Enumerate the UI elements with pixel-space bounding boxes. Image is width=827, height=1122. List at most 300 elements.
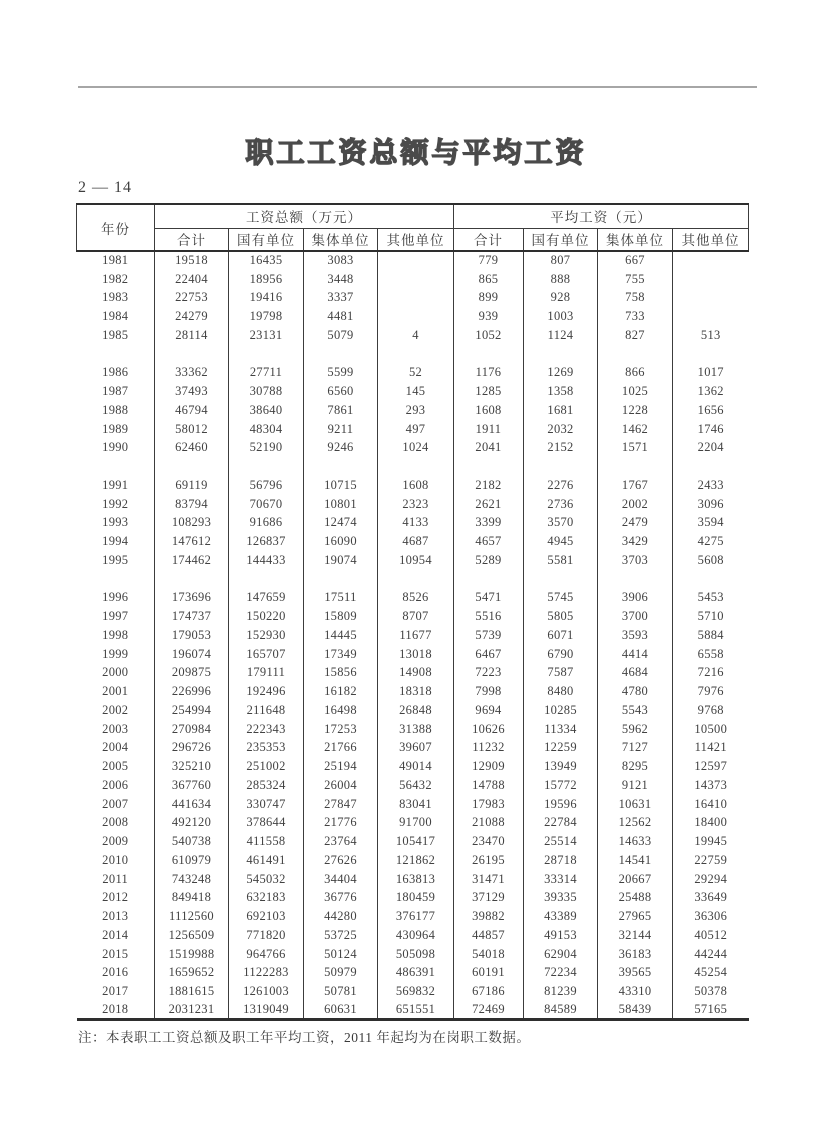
value-cell: 325210 [155, 757, 229, 776]
value-cell: 1024 [378, 439, 454, 458]
value-cell: 17983 [454, 795, 524, 814]
value-cell: 11334 [524, 720, 598, 739]
value-cell: 4275 [673, 532, 749, 551]
value-cell: 8480 [524, 682, 598, 701]
value-cell: 26004 [304, 776, 378, 795]
value-cell: 3593 [598, 626, 673, 645]
value-cell: 145 [378, 382, 454, 401]
value-cell: 14541 [598, 851, 673, 870]
value-cell: 33362 [155, 364, 229, 383]
value-cell: 5581 [524, 551, 598, 570]
value-cell: 37493 [155, 382, 229, 401]
value-cell: 632183 [229, 889, 304, 908]
value-cell: 3703 [598, 551, 673, 570]
value-cell: 83794 [155, 495, 229, 514]
value-cell: 31388 [378, 720, 454, 739]
value-cell: 50781 [304, 982, 378, 1001]
value-cell [673, 307, 749, 326]
value-cell: 27965 [598, 907, 673, 926]
value-cell: 40512 [673, 926, 749, 945]
value-cell: 43310 [598, 982, 673, 1001]
value-cell: 1052 [454, 326, 524, 345]
year-cell: 1989 [102, 421, 129, 436]
value-cell: 5745 [524, 589, 598, 608]
value-cell: 25488 [598, 889, 673, 908]
value-cell: 928 [524, 289, 598, 308]
value-cell: 1285 [454, 382, 524, 401]
value-cell: 569832 [378, 982, 454, 1001]
value-cell [304, 345, 378, 364]
value-cell: 28114 [155, 326, 229, 345]
table-row [77, 945, 749, 964]
value-cell: 1112560 [155, 907, 229, 926]
value-cell [304, 570, 378, 589]
value-cell: 25194 [304, 757, 378, 776]
value-cell: 10801 [304, 495, 378, 514]
value-cell: 486391 [378, 964, 454, 983]
value-cell [378, 251, 454, 270]
value-cell [378, 457, 454, 476]
value-cell [155, 570, 229, 589]
value-cell: 15772 [524, 776, 598, 795]
value-cell [673, 345, 749, 364]
value-cell [229, 345, 304, 364]
value-cell: 39565 [598, 964, 673, 983]
value-cell: 6558 [673, 645, 749, 664]
value-cell: 49153 [524, 926, 598, 945]
page-title: 职工工资总额与平均工资 [245, 138, 587, 169]
value-cell: 81239 [524, 982, 598, 1001]
value-cell: 1881615 [155, 982, 229, 1001]
value-cell [378, 289, 454, 308]
value-cell: 1656 [673, 401, 749, 420]
value-cell: 18400 [673, 814, 749, 833]
value-cell: 254994 [155, 701, 229, 720]
value-cell: 39335 [524, 889, 598, 908]
table-row [77, 476, 749, 495]
value-cell: 376177 [378, 907, 454, 926]
value-cell: 16410 [673, 795, 749, 814]
value-cell: 13949 [524, 757, 598, 776]
value-cell: 226996 [155, 682, 229, 701]
value-cell: 1256509 [155, 926, 229, 945]
value-cell [673, 289, 749, 308]
year-cell: 2012 [102, 890, 129, 905]
value-cell: 5516 [454, 607, 524, 626]
year-cell: 1983 [102, 290, 129, 305]
table-row [77, 964, 749, 983]
year-cell: 1981 [102, 253, 129, 268]
year-cell [77, 345, 155, 364]
value-cell: 330747 [229, 795, 304, 814]
value-cell: 2433 [673, 476, 749, 495]
value-cell: 505098 [378, 945, 454, 964]
value-cell: 270984 [155, 720, 229, 739]
year-cell: 2004 [102, 740, 129, 755]
value-cell: 9211 [304, 420, 378, 439]
value-cell [378, 307, 454, 326]
table-row [77, 851, 749, 870]
value-cell: 19416 [229, 289, 304, 308]
year-cell: 2000 [102, 665, 129, 680]
value-cell: 15856 [304, 664, 378, 683]
value-cell: 964766 [229, 945, 304, 964]
value-cell: 3700 [598, 607, 673, 626]
value-cell: 2182 [454, 476, 524, 495]
value-cell: 497 [378, 420, 454, 439]
value-cell: 222343 [229, 720, 304, 739]
value-cell: 2152 [524, 439, 598, 458]
value-cell: 12259 [524, 739, 598, 758]
value-cell: 807 [524, 251, 598, 270]
value-cell: 29294 [673, 870, 749, 889]
value-cell: 14373 [673, 776, 749, 795]
value-cell: 10285 [524, 701, 598, 720]
table-row [77, 907, 749, 926]
value-cell: 9768 [673, 701, 749, 720]
value-cell: 126837 [229, 532, 304, 551]
value-cell: 2479 [598, 514, 673, 533]
value-cell: 7587 [524, 664, 598, 683]
value-cell: 10954 [378, 551, 454, 570]
value-cell: 33649 [673, 889, 749, 908]
value-cell: 67186 [454, 982, 524, 1001]
value-cell: 492120 [155, 814, 229, 833]
value-cell: 610979 [155, 851, 229, 870]
table-row [77, 326, 749, 345]
value-cell: 1003 [524, 307, 598, 326]
value-cell: 108293 [155, 514, 229, 533]
value-cell: 5884 [673, 626, 749, 645]
value-cell: 17253 [304, 720, 378, 739]
year-cell: 1995 [102, 552, 129, 567]
table-row [77, 776, 749, 795]
value-cell: 27847 [304, 795, 378, 814]
value-cell: 39607 [378, 739, 454, 758]
value-cell: 235353 [229, 739, 304, 758]
value-cell: 667 [598, 251, 673, 270]
value-cell: 293 [378, 401, 454, 420]
value-cell: 513 [673, 326, 749, 345]
value-cell: 545032 [229, 870, 304, 889]
table-row [77, 832, 749, 851]
value-cell: 50979 [304, 964, 378, 983]
average-wage-collective-header: 集体单位 [598, 228, 673, 251]
page-top-rule [78, 86, 757, 88]
table-row [77, 889, 749, 908]
value-cell: 32144 [598, 926, 673, 945]
value-cell: 430964 [378, 926, 454, 945]
year-cell: 2013 [102, 909, 129, 924]
value-cell: 211648 [229, 701, 304, 720]
value-cell: 23764 [304, 832, 378, 851]
value-cell: 3448 [304, 270, 378, 289]
value-cell: 3337 [304, 289, 378, 308]
value-cell: 22404 [155, 270, 229, 289]
table-row [77, 589, 749, 608]
value-cell: 17511 [304, 589, 378, 608]
value-cell: 733 [598, 307, 673, 326]
value-cell: 3096 [673, 495, 749, 514]
value-cell: 1122283 [229, 964, 304, 983]
value-cell: 58439 [598, 1001, 673, 1020]
value-cell: 91700 [378, 814, 454, 833]
value-cell: 2002 [598, 495, 673, 514]
table-row [77, 270, 749, 289]
value-cell: 7861 [304, 401, 378, 420]
table-row [77, 382, 749, 401]
value-cell: 7998 [454, 682, 524, 701]
table-row [77, 439, 749, 458]
year-cell: 1990 [102, 440, 129, 455]
value-cell: 285324 [229, 776, 304, 795]
table-header [77, 204, 749, 251]
year-cell: 2017 [102, 984, 129, 999]
value-cell: 16182 [304, 682, 378, 701]
sub-header-row [77, 228, 749, 251]
value-cell [155, 345, 229, 364]
table-body [77, 251, 749, 1020]
value-cell: 50124 [304, 945, 378, 964]
year-cell: 2009 [102, 834, 129, 849]
average-wage-group-header: 平均工资（元） [454, 204, 749, 228]
table-row [77, 926, 749, 945]
year-cell: 2002 [102, 702, 129, 717]
value-cell: 6560 [304, 382, 378, 401]
value-cell: 866 [598, 364, 673, 383]
value-cell: 1017 [673, 364, 749, 383]
value-cell: 173696 [155, 589, 229, 608]
value-cell: 23131 [229, 326, 304, 345]
value-cell: 27711 [229, 364, 304, 383]
value-cell: 2032 [524, 420, 598, 439]
table-row [77, 870, 749, 889]
value-cell: 1681 [524, 401, 598, 420]
total-wages-state-owned-header: 国有单位 [229, 228, 304, 251]
year-cell: 1984 [102, 309, 129, 324]
value-cell: 6790 [524, 645, 598, 664]
value-cell: 174737 [155, 607, 229, 626]
value-cell: 1767 [598, 476, 673, 495]
value-cell: 150220 [229, 607, 304, 626]
value-cell: 411558 [229, 832, 304, 851]
value-cell: 5453 [673, 589, 749, 608]
value-cell: 38640 [229, 401, 304, 420]
table-row [77, 495, 749, 514]
wage-statistics-table [76, 203, 749, 1021]
value-cell: 83041 [378, 795, 454, 814]
value-cell: 827 [598, 326, 673, 345]
value-cell: 152930 [229, 626, 304, 645]
value-cell: 179111 [229, 664, 304, 683]
value-cell: 3399 [454, 514, 524, 533]
year-cell [77, 570, 155, 589]
value-cell: 192496 [229, 682, 304, 701]
value-cell: 11232 [454, 739, 524, 758]
value-cell: 251002 [229, 757, 304, 776]
value-cell: 3429 [598, 532, 673, 551]
year-cell [77, 457, 155, 476]
value-cell: 1269 [524, 364, 598, 383]
value-cell [524, 345, 598, 364]
value-cell: 378644 [229, 814, 304, 833]
value-cell: 25514 [524, 832, 598, 851]
value-cell: 1911 [454, 420, 524, 439]
value-cell: 14788 [454, 776, 524, 795]
value-cell: 5962 [598, 720, 673, 739]
total-wages-total-header: 合计 [155, 228, 229, 251]
year-cell: 1982 [102, 271, 129, 286]
value-cell: 12909 [454, 757, 524, 776]
year-cell: 2014 [102, 927, 129, 942]
table-row [77, 682, 749, 701]
year-cell: 1994 [102, 534, 129, 549]
value-cell [229, 570, 304, 589]
value-cell [673, 457, 749, 476]
value-cell: 21088 [454, 814, 524, 833]
value-cell: 28718 [524, 851, 598, 870]
year-cell: 1986 [102, 365, 129, 380]
value-cell: 2276 [524, 476, 598, 495]
value-cell: 1362 [673, 382, 749, 401]
value-cell: 4945 [524, 532, 598, 551]
value-cell: 11677 [378, 626, 454, 645]
value-cell [673, 270, 749, 289]
value-cell: 62460 [155, 439, 229, 458]
year-cell: 2003 [102, 721, 129, 736]
value-cell [155, 457, 229, 476]
value-cell: 9121 [598, 776, 673, 795]
average-wage-total-header: 合计 [454, 228, 524, 251]
value-cell: 6467 [454, 645, 524, 664]
value-cell: 3594 [673, 514, 749, 533]
table-row [77, 401, 749, 420]
year-cell: 1993 [102, 515, 129, 530]
value-cell [454, 570, 524, 589]
value-cell [378, 270, 454, 289]
spacer-row [77, 457, 749, 476]
value-cell: 52190 [229, 439, 304, 458]
value-cell: 43389 [524, 907, 598, 926]
table-row [77, 739, 749, 758]
value-cell: 5805 [524, 607, 598, 626]
value-cell: 72234 [524, 964, 598, 983]
value-cell: 692103 [229, 907, 304, 926]
value-cell: 8295 [598, 757, 673, 776]
value-cell: 888 [524, 270, 598, 289]
value-cell: 22784 [524, 814, 598, 833]
value-cell: 13018 [378, 645, 454, 664]
value-cell: 70670 [229, 495, 304, 514]
value-cell: 18956 [229, 270, 304, 289]
value-cell: 62904 [524, 945, 598, 964]
value-cell: 44280 [304, 907, 378, 926]
year-cell: 1988 [102, 402, 129, 417]
value-cell: 19074 [304, 551, 378, 570]
year-column-header: 年份 [77, 204, 155, 251]
value-cell: 36776 [304, 889, 378, 908]
table-row [77, 289, 749, 308]
table-row [77, 532, 749, 551]
table-row [77, 626, 749, 645]
table-row [77, 795, 749, 814]
value-cell: 14908 [378, 664, 454, 683]
table-row [77, 364, 749, 383]
year-cell: 1996 [102, 590, 129, 605]
value-cell: 10626 [454, 720, 524, 739]
year-cell: 2011 [102, 871, 129, 886]
value-cell [673, 251, 749, 270]
value-cell: 2041 [454, 439, 524, 458]
value-cell: 84589 [524, 1001, 598, 1020]
value-cell: 72469 [454, 1001, 524, 1020]
value-cell: 9694 [454, 701, 524, 720]
average-wage-state-owned-header: 国有单位 [524, 228, 598, 251]
year-cell: 1987 [102, 384, 129, 399]
value-cell: 21776 [304, 814, 378, 833]
year-cell: 2005 [102, 759, 129, 774]
value-cell: 44244 [673, 945, 749, 964]
table-row [77, 701, 749, 720]
value-cell: 1228 [598, 401, 673, 420]
value-cell: 1358 [524, 382, 598, 401]
table-row [77, 720, 749, 739]
year-cell: 1991 [102, 477, 129, 492]
table-row [77, 551, 749, 570]
value-cell: 17349 [304, 645, 378, 664]
value-cell: 5608 [673, 551, 749, 570]
value-cell: 651551 [378, 1001, 454, 1020]
value-cell: 12474 [304, 514, 378, 533]
value-cell: 14445 [304, 626, 378, 645]
value-cell: 52 [378, 364, 454, 383]
value-cell: 12597 [673, 757, 749, 776]
value-cell [598, 345, 673, 364]
value-cell: 8707 [378, 607, 454, 626]
value-cell: 865 [454, 270, 524, 289]
value-cell: 3083 [304, 251, 378, 270]
value-cell: 939 [454, 307, 524, 326]
year-cell: 2008 [102, 815, 129, 830]
value-cell: 10715 [304, 476, 378, 495]
table-row [77, 982, 749, 1001]
value-cell: 21766 [304, 739, 378, 758]
value-cell: 16090 [304, 532, 378, 551]
value-cell: 49014 [378, 757, 454, 776]
value-cell: 849418 [155, 889, 229, 908]
value-cell: 1025 [598, 382, 673, 401]
value-cell: 1659652 [155, 964, 229, 983]
table-number: 2 — 14 [78, 179, 132, 196]
value-cell: 4684 [598, 664, 673, 683]
year-cell: 1985 [102, 327, 129, 342]
value-cell: 15809 [304, 607, 378, 626]
value-cell: 5543 [598, 701, 673, 720]
value-cell: 5289 [454, 551, 524, 570]
year-cell: 2016 [102, 965, 129, 980]
value-cell: 39882 [454, 907, 524, 926]
value-cell: 7223 [454, 664, 524, 683]
value-cell: 50378 [673, 982, 749, 1001]
value-cell: 779 [454, 251, 524, 270]
value-cell: 1519988 [155, 945, 229, 964]
year-cell: 2010 [102, 852, 129, 867]
value-cell: 22753 [155, 289, 229, 308]
value-cell: 19518 [155, 251, 229, 270]
value-cell: 1608 [454, 401, 524, 420]
value-cell: 1261003 [229, 982, 304, 1001]
value-cell: 4687 [378, 532, 454, 551]
